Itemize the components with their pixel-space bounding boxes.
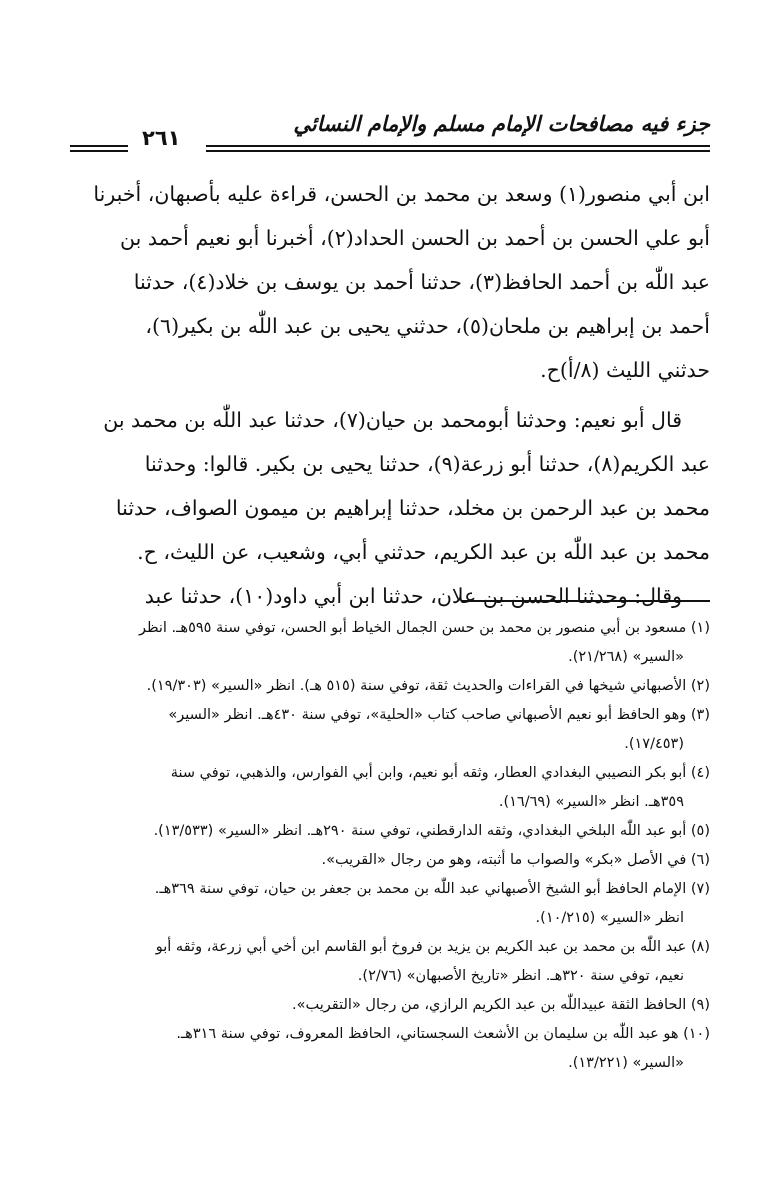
footnote-line: انظر «السير» (١٠/٢١٥).: [535, 910, 684, 926]
main-text: [76, 172, 710, 618]
footnote-line: نعيم، توفي سنة ٣٢٠هـ. انظر «تاريخ الأصبهان» (٢/٧٦).: [357, 968, 684, 984]
footnote-line: (٨) عبد اللّٰه بن محمد بن عبد الكريم بن يزيد بن فروخ أبو القاسم ابن أخي أبي زرعة، وثقه أبو: [155, 939, 710, 955]
text-line: وقال: وحدثنا الحسن بن علان، حدثنا ابن أبي داود(١٠)، حدثنا عبد: [144, 584, 682, 608]
header-rule: [206, 145, 710, 147]
page-number: ٢٦١: [142, 126, 181, 150]
text-line: ابن أبي منصور(١) وسعد بن محمد بن الحسن، قراءة عليه بأصبهان، أخبرنا: [93, 182, 710, 206]
header-rule: [206, 150, 710, 152]
footnote-line: (٧) الإمام الحافظ أبو الشيخ الأصبهاني عبد اللّٰه بن محمد بن جعفر بن حيان، توفي سنة ٣٦٩هـ.: [154, 881, 710, 897]
text-line: محمد بن عبد اللّٰه بن عبد الكريم، حدثني أبي، وشعيب، عن الليث، ح.: [137, 540, 710, 564]
text-line: أحمد بن إبراهيم بن ملحان(٥)، حدثني يحيى بن عبد اللّٰه بن بكير(٦)،: [145, 314, 710, 338]
header-rule: [70, 145, 128, 147]
footnote-separator: [462, 600, 710, 602]
footnote-line: (١٠) هو عبد اللّٰه بن سليمان بن الأشعث السجستاني، الحافظ المعروف، توفي سنة ٣١٦هـ.: [176, 1026, 710, 1042]
footnote-line: (١) مسعود بن أبي منصور بن محمد بن حسن الجمال الخياط أبو الحسن، توفي سنة ٥٩٥هـ. انظر: [138, 620, 710, 636]
footnote-line: (٣) وهو الحافظ أبو نعيم الأصبهاني صاحب كتاب «الحلية»، توفي سنة ٤٣٠هـ. انظر «السير»: [168, 707, 710, 723]
footnote-line: (٩) الحافظ الثقة عبيداللّٰه بن عبد الكريم الرازي، من رجال «التقريب».: [292, 997, 710, 1013]
footnote-line: (٥) أبو عبد اللّٰه البلخي البغدادي، وثقه الدارقطني، توفي سنة ٢٩٠هـ. انظر «السير» (١٣/٥٣٣).: [153, 823, 710, 839]
text-line: أبو علي الحسن بن أحمد بن الحسن الحداد(٢)، أخبرنا أبو نعيم أحمد بن: [120, 226, 710, 250]
footnote-line: (٤) أبو بكر النصيبي البغدادي العطار، وثقه أبو نعيم، وابن أبي الفوارس، والذهبي، توفي سنة: [170, 765, 710, 781]
footnotes: [76, 614, 710, 1078]
text-line: عبد الكريم(٨)، حدثنا أبو زرعة(٩)، حدثنا يحيى بن بكير. قالوا: وحدثنا: [144, 452, 710, 476]
footnote-line: ٣٥٩هـ. انظر «السير» (١٦/٦٩).: [498, 794, 684, 810]
text-line: محمد بن عبد الرحمن بن مخلد، حدثنا إبراهيم بن ميمون الصواف، حدثنا: [115, 496, 710, 520]
footnote-line: (٦) في الأصل «بكر» والصواب ما أثبته، وهو من رجال «القريب».: [321, 852, 710, 868]
footnote-line: «السير» (١٣/٢٢١).: [568, 1055, 684, 1071]
header-rule: [70, 150, 128, 152]
running-title: جزء فيه مصافحات الإمام مسلم والإمام النسائي: [293, 112, 710, 136]
page-header: [70, 104, 710, 158]
footnote-line: «السير» (٢١/٢٦٨).: [568, 649, 684, 665]
text-line: حدثني الليث (٨/أ)ح.: [540, 358, 710, 382]
footnote-line: (٢) الأصبهاني شيخها في القراءات والحديث ثقة، توفي سنة (٥١٥ هـ). انظر «السير» (١٩/٣٠٣).: [146, 678, 710, 694]
text-line: قال أبو نعيم: وحدثنا أبومحمد بن حيان(٧)، حدثنا عبد اللّٰه بن محمد بن: [103, 408, 682, 432]
text-line: عبد اللّٰه بن أحمد الحافظ(٣)، حدثنا أحمد بن يوسف بن خلاد(٤)، حدثنا: [133, 270, 710, 294]
footnote-line: (١٧/٤٥٣).: [624, 736, 684, 752]
